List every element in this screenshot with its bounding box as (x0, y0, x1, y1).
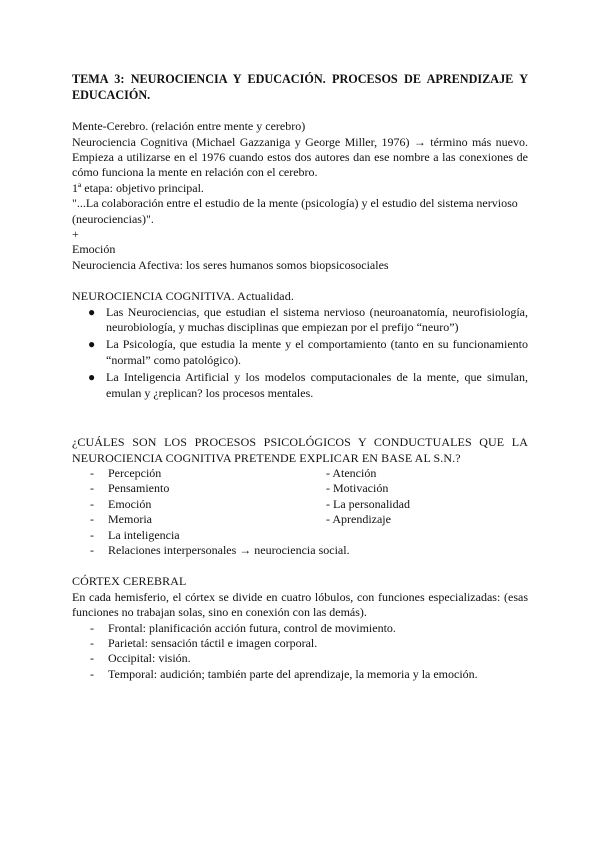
process-right: - Aprendizaje (326, 512, 391, 527)
bullet-icon: ● (88, 304, 96, 319)
cortex-list (72, 621, 528, 683)
dash-marker: - (90, 496, 94, 511)
process-left: Pensamiento (108, 481, 170, 496)
dash-marker: - (90, 651, 94, 666)
dash-marker: - (90, 666, 94, 681)
list-item-text: La Inteligencia Artificial y los modelos computacionales de la mente, que simulan, emulan y ¿replican? los procesos mentales. (106, 370, 528, 400)
list-item-text: La Psicología, que estudia la mente y el comportamiento (tanto en su funcionamiento “normal” como patológico). (106, 337, 528, 367)
list-item (72, 651, 528, 666)
dash-marker: - (90, 527, 94, 542)
process-left: Emoción (108, 496, 152, 511)
list-item (72, 370, 528, 401)
mente-cerebro-line: Mente-Cerebro. (relación entre mente y cerebro) (72, 119, 306, 134)
procesos-question: ¿CUÁLES SON LOS PROCESOS PSICOLÓGICOS Y CONDUCTUALES QUE LA NEUROCIENCIA COGNITIVA PRETENDE EXPLICAR EN BASE AL S.N.? (72, 435, 528, 465)
actualidad-list (72, 305, 528, 401)
lobe-text: Parietal: sensación táctil e imagen corporal. (108, 635, 318, 650)
dash-marker: - (90, 542, 94, 557)
title-line-2: EDUCACIÓN. (72, 87, 151, 102)
lobe-text: Frontal: planificación acción futura, control de movimiento. (108, 620, 396, 635)
neurociencia-afectiva-line: Neurociencia Afectiva: los seres humanos somos biopsicosociales (72, 257, 389, 272)
dash-marker: - (90, 481, 94, 496)
list-item (72, 497, 528, 512)
emocion-line: Emoción (72, 242, 116, 257)
list-item (72, 512, 528, 527)
plus-sign: + (72, 227, 79, 242)
bullet-icon: ● (88, 337, 96, 352)
dash-marker: - (90, 635, 94, 650)
cortex-intro: En cada hemisferio, el córtex se divide en cuatro lóbulos, con funciones especializadas: (esas funciones no trabajan solas, sino en conexión con las demás). (72, 589, 528, 620)
procesos-list (72, 466, 528, 558)
process-left: Memoria (108, 512, 152, 527)
lobe-text: Occipital: visión. (108, 651, 191, 666)
process-single: La inteligencia (108, 527, 180, 542)
list-item (72, 466, 528, 481)
process-right: - Motivación (326, 481, 389, 496)
list-item (72, 621, 528, 636)
actualidad-heading: NEUROCIENCIA COGNITIVA. Actualidad. (72, 289, 294, 304)
neurociencia-cognitiva-paragraph: Neurociencia Cognitiva (Michael Gazzaniga y George Miller, 1976) → término más nuevo. Empieza a utilizarse en el 1976 cuando estos dos autores dan ese nombre a las conexiones de cómo funciona la mente en relación con el cerebro. (72, 134, 528, 180)
list-item (72, 636, 528, 651)
list-item (72, 337, 528, 368)
document-title (72, 72, 528, 103)
list-item-text: Las Neurociencias, que estudian el sistema nervioso (neuroanatomía, neurofisiología, neurobiología, y muchas disciplinas que empiezan por el prefijo “neuro”) (106, 304, 528, 335)
list-item (72, 481, 528, 496)
lobe-text: Temporal: audición; también parte del aprendizaje, la memoria y la emoción. (108, 666, 478, 681)
title-line-1: TEMA 3: NEUROCIENCIA Y EDUCACIÓN. PROCESOS DE APRENDIZAJE Y (72, 72, 528, 86)
cortex-heading: CÓRTEX CEREBRAL (72, 574, 187, 589)
dash-marker: - (90, 465, 94, 480)
list-item (72, 305, 528, 336)
list-item (72, 528, 528, 543)
dash-marker: - (90, 512, 94, 527)
collaboration-quote: "...La colaboración entre el estudio de la mente (psicología) y el estudio del sistema nervioso (neurociencias)". (72, 196, 518, 226)
process-left: Percepción (108, 465, 162, 480)
list-item (72, 667, 528, 682)
primera-etapa-line: 1ª etapa: objetivo principal. (72, 180, 204, 195)
bullet-icon: ● (88, 370, 96, 385)
document-page (72, 72, 528, 682)
process-right: - Atención (326, 465, 377, 480)
list-item (72, 543, 528, 558)
dash-marker: - (90, 620, 94, 635)
process-right: - La personalidad (326, 496, 410, 511)
process-single: Relaciones interpersonales → neurociencia social. (108, 542, 350, 557)
